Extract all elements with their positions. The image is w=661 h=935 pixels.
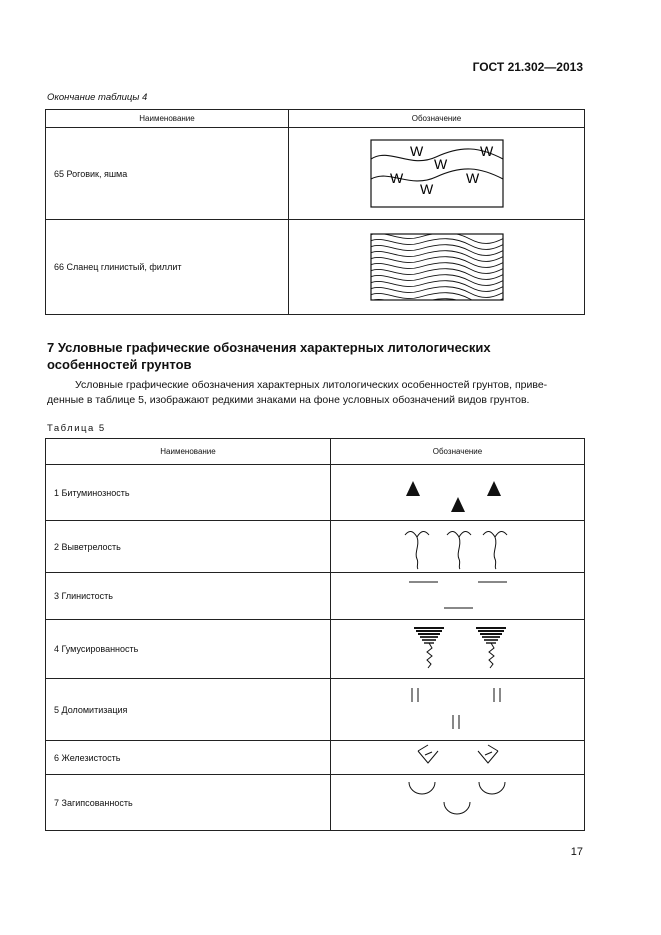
row-symbol	[331, 679, 585, 741]
column-header-symbol: Обозначение	[289, 110, 585, 128]
row-name: 65 Роговик, яшма	[46, 128, 289, 220]
table-row	[46, 573, 585, 620]
row-name: 5 Доломитизация	[46, 679, 331, 741]
dense-wavy-lines-icon	[370, 233, 504, 301]
w-letter: W	[433, 156, 447, 172]
weathering-marks-icon	[331, 521, 585, 572]
table-row	[46, 128, 585, 220]
arc-marks-icon	[331, 775, 585, 830]
row-name: 2 Выветрелость	[46, 521, 331, 573]
standard-code: ГОСТ 21.302—2013	[472, 60, 583, 74]
intro-line1: Условные графические обозначения характерных литологических особенностей грунтов, приве-	[75, 379, 548, 391]
table-row	[46, 465, 585, 521]
row-name: 4 Гумусированность	[46, 620, 331, 679]
iron-marks-icon	[331, 741, 585, 774]
row-symbol	[331, 775, 585, 831]
table4-header-row	[46, 110, 585, 128]
w-letter: W	[465, 170, 479, 186]
table-row	[46, 220, 585, 315]
table-row	[46, 620, 585, 679]
w-letter: W	[479, 143, 493, 159]
row-symbol	[331, 741, 585, 775]
row-symbol	[289, 220, 585, 315]
humus-marks-icon	[331, 620, 585, 678]
row-symbol	[331, 620, 585, 679]
wavy-lines-with-w-icon	[370, 139, 504, 208]
page-number: 17	[570, 846, 583, 858]
table-4	[45, 109, 585, 315]
double-vertical-bars-icon	[331, 679, 585, 740]
row-symbol	[331, 465, 585, 521]
w-letter: W	[389, 170, 403, 186]
w-letter: W	[409, 143, 423, 159]
short-dashes-icon	[331, 573, 585, 619]
row-symbol	[289, 128, 585, 220]
column-header-name: Наименование	[46, 110, 289, 128]
table4-caption: Окончание таблицы 4	[47, 92, 148, 103]
table-row	[46, 775, 585, 831]
row-symbol	[331, 573, 585, 620]
section-heading	[47, 339, 567, 373]
row-name: 66 Сланец глинистый, филлит	[46, 220, 289, 315]
row-symbol	[331, 521, 585, 573]
w-letter: W	[419, 181, 433, 197]
column-header-name: Наименование	[46, 439, 331, 465]
row-name: 3 Глинистость	[46, 573, 331, 620]
row-name: 1 Битуминозность	[46, 465, 331, 521]
intro-paragraph	[47, 378, 585, 408]
table-5	[45, 438, 585, 831]
table5-caption: Таблица 5	[47, 423, 106, 434]
section-heading-line2: особенностей грунтов	[47, 357, 192, 372]
table-row	[46, 741, 585, 775]
row-name: 7 Загипсованность	[46, 775, 331, 831]
row-name: 6 Железистость	[46, 741, 331, 775]
table-row	[46, 521, 585, 573]
column-header-symbol: Обозначение	[331, 439, 585, 465]
section-heading-line1: 7 Условные графические обозначения характерных литологических	[47, 340, 491, 355]
black-triangles-icon	[331, 465, 585, 520]
table-row	[46, 679, 585, 741]
table5-header-row	[46, 439, 585, 465]
intro-line2: денные в таблице 5, изображают редкими знаками на фоне условных обозначений видов грунтов.	[47, 394, 530, 406]
